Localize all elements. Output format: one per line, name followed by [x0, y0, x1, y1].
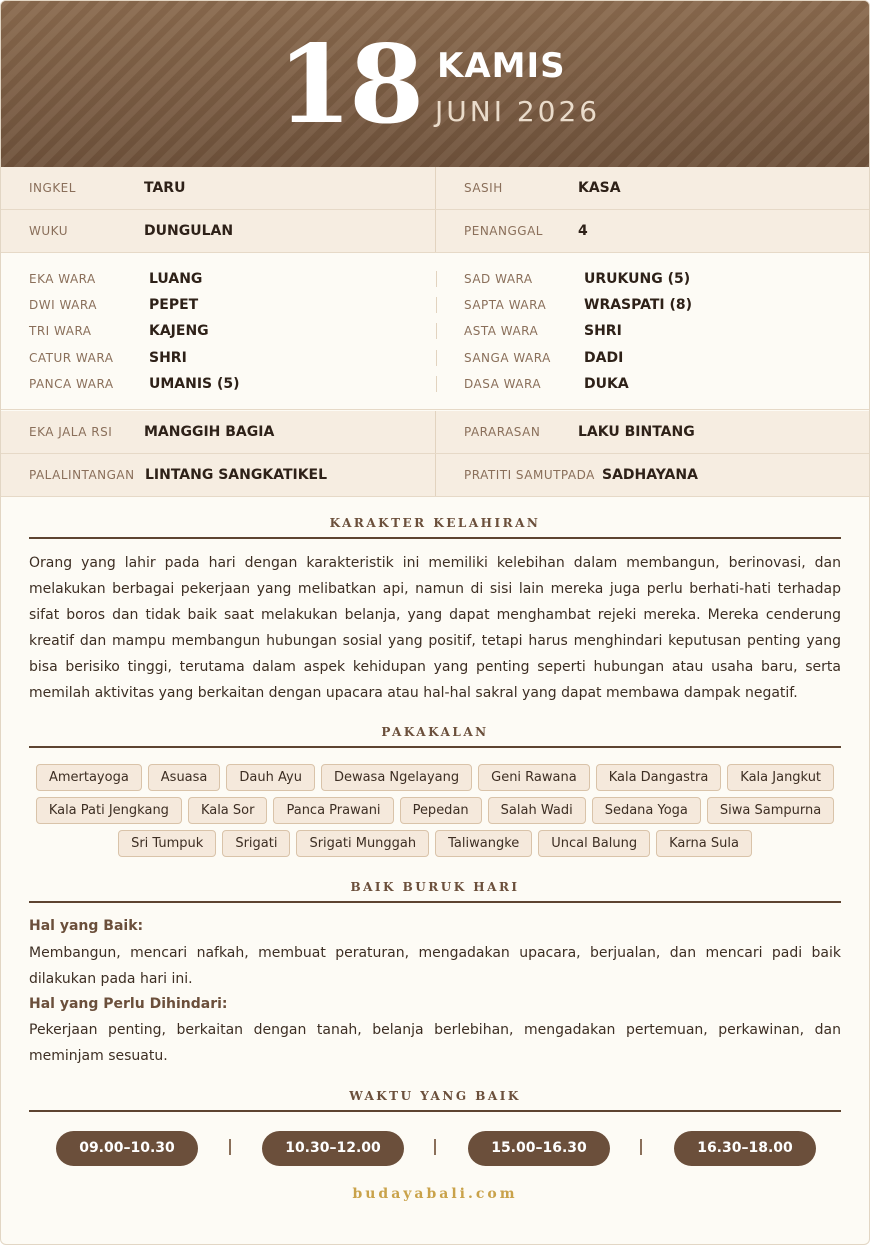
wara-value: URUKUNG (5) [584, 271, 691, 287]
pakakalan-tag: Kala Jangkut [727, 764, 834, 791]
date-header [1, 1, 869, 167]
wara-label: DASA WARA [464, 377, 542, 391]
time-separator [229, 1139, 231, 1155]
pakakalan-tags [29, 764, 841, 863]
day-name: KAMIS [437, 46, 566, 86]
info-label: PALALINTANGAN [29, 468, 135, 482]
pakakalan-tag: Geni Rawana [478, 764, 590, 791]
wara-value: SHRI [584, 323, 622, 339]
info-value: MANGGIH BAGIA [144, 424, 275, 440]
karakter-text: Orang yang lahir pada hari dengan karakteristik ini memiliki kelebihan dalam membangun, berinovasi, dan melakukan berbagai pekerjaan yang melibatkan api, namun di sisi lain mereka juga perlu berhati-hati terhadap sifat boros dan tidak baik saat melakukan belanja, yang dapat menghambat rejeki mereka. Mereka cenderung kreatif dan mampu membangun hubungan sosial yang positif, tetapi harus menghindari keputusan penting yang bisa berisiko tinggi, terutama dalam aspek kehidupan yang penting seperti hubungan atau usaha baru, serta memilah aktivitas yang berkaitan dengan upacara atau hal-hal sakral yang dapat membawa dampak negatif. [29, 555, 841, 701]
wara-label: DWI WARA [29, 298, 97, 312]
wara-label: SAPTA WARA [464, 298, 547, 312]
pakakalan-tag: Amertayoga [36, 764, 142, 791]
wara-label: SANGA WARA [464, 351, 551, 365]
info-label: INGKEL [29, 181, 76, 195]
info-value: KASA [578, 180, 621, 196]
wara-value: DADI [584, 350, 624, 366]
pakakalan-tag: Salah Wadi [488, 797, 586, 824]
wara-label: CATUR WARA [29, 351, 114, 365]
time-slot: 09.00–10.30 [56, 1131, 198, 1166]
info-value: DUNGULAN [144, 223, 234, 239]
pakakalan-tag: Kala Sor [188, 797, 268, 824]
info-row-eka-jala-rsi [1, 411, 869, 454]
time-separator [640, 1139, 642, 1155]
section-divider [29, 746, 841, 748]
time-slot: 10.30–12.00 [262, 1131, 404, 1166]
wara-value: SHRI [149, 350, 187, 366]
waktu-title: WAKTU YANG BAIK [349, 1089, 521, 1103]
pakakalan-tag: Dewasa Ngelayang [321, 764, 472, 791]
wara-label: ASTA WARA [464, 324, 539, 338]
wara-value: WRASPATI (8) [584, 297, 693, 313]
info-label: PENANGGAL [464, 224, 543, 238]
info-row-ingkel-sasih [1, 167, 869, 210]
wara-value: UMANIS (5) [149, 376, 240, 392]
month-year: JUNI 2026 [435, 95, 601, 128]
pakakalan-tag: Dauh Ayu [226, 764, 315, 791]
info-row-palalintangan [1, 454, 869, 497]
wara-table [1, 253, 869, 410]
wara-label: SAD WARA [464, 272, 533, 286]
wara-value: LUANG [149, 271, 203, 287]
section-divider [29, 901, 841, 903]
wara-value: DUKA [584, 376, 629, 392]
info-label: PARARASAN [464, 425, 541, 439]
time-separator [434, 1139, 436, 1155]
info-value: LAKU BINTANG [578, 424, 695, 440]
good-label: Hal yang Baik: [29, 918, 144, 934]
pakakalan-tag: Uncal Balung [538, 830, 650, 857]
pakakalan-tag: Srigati [222, 830, 290, 857]
info-label: EKA JALA RSI [29, 425, 113, 439]
avoid-text: Pekerjaan penting, berkaitan dengan tanah, belanja berlebihan, mengadakan pertemuan, perkawinan, dan meminjam sesuatu. [29, 1022, 841, 1064]
pakakalan-title: PAKAKALAN [381, 725, 489, 739]
pakakalan-tag: Taliwangke [435, 830, 532, 857]
info-label: SASIH [464, 181, 503, 195]
baik-buruk-title: BAIK BURUK HARI [350, 880, 520, 894]
time-slot: 15.00–16.30 [468, 1131, 610, 1166]
pakakalan-tag: Pepedan [400, 797, 482, 824]
section-divider [29, 537, 841, 539]
info-value: SADHAYANA [602, 467, 698, 483]
info-value: LINTANG SANGKATIKEL [145, 467, 328, 483]
karakter-title: KARAKTER KELAHIRAN [329, 516, 541, 530]
pakakalan-tag: Asuasa [148, 764, 221, 791]
time-slots [29, 1131, 841, 1167]
info-label: PRATITI SAMUTPADA [464, 468, 595, 482]
time-slot: 16.30–18.00 [674, 1131, 816, 1166]
wara-label: PANCA WARA [29, 377, 114, 391]
wara-value: PEPET [149, 297, 199, 313]
pakakalan-tag: Panca Prawani [273, 797, 393, 824]
info-row-wuku-penanggal [1, 210, 869, 253]
section-divider [29, 1110, 841, 1112]
info-label: WUKU [29, 224, 68, 238]
pakakalan-tag: Sedana Yoga [592, 797, 701, 824]
wara-value: KAJENG [149, 323, 209, 339]
site-credit: budayabali.com [352, 1186, 518, 1202]
day-number: 18 [277, 22, 422, 148]
avoid-label: Hal yang Perlu Dihindari: [29, 996, 228, 1012]
wara-label: TRI WARA [29, 324, 92, 338]
pakakalan-tag: Kala Dangastra [596, 764, 722, 791]
pakakalan-tag: Siwa Sampurna [707, 797, 834, 824]
pakakalan-tag: Srigati Munggah [296, 830, 429, 857]
pakakalan-tag: Sri Tumpuk [118, 830, 216, 857]
pakakalan-tag: Karna Sula [656, 830, 752, 857]
info-value: 4 [578, 223, 588, 239]
info-value: TARU [144, 180, 186, 196]
pakakalan-tag: Kala Pati Jengkang [36, 797, 182, 824]
good-text: Membangun, mencari nafkah, membuat peraturan, mengadakan upacara, berjualan, dan mencari padi baik dilakukan pada hari ini. [29, 945, 841, 987]
wara-label: EKA WARA [29, 272, 96, 286]
